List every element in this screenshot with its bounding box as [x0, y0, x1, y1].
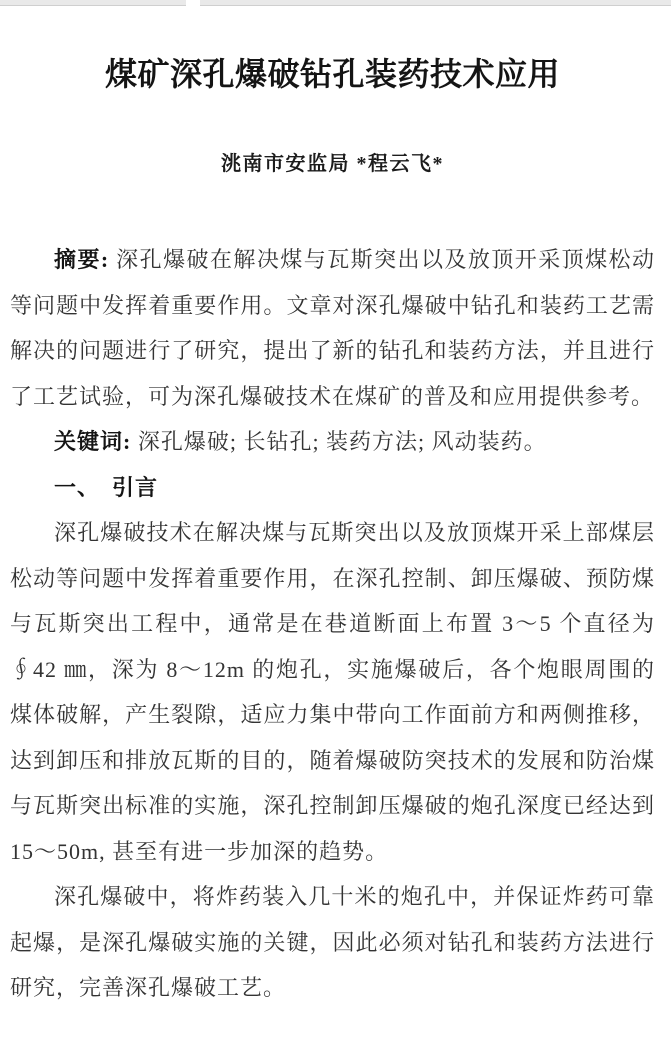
paper-content	[10, 237, 655, 1011]
window-top-edge	[0, 0, 671, 6]
keywords-label: 关键词:	[54, 429, 138, 454]
body-paragraph: 深孔爆破技术在解决煤与瓦斯突出以及放顶煤开采上部煤层松动等问题中发挥着重要作用，在深孔控制、卸压爆破、预防煤与瓦斯突出工程中，通常是在巷道断面上布置 3～5 个直径为∮42 ㎜，深为 8～12m 的炮孔，实施爆破后，各个炮眼周围的煤体破解，产生裂隙，适应力集中带向工作面前方和两侧推移，达到卸压和排放瓦斯的目的，随着爆破防突技术的发展和防治煤与瓦斯突出标准的实施，深孔控制卸压爆破的炮孔深度已经达到 15～50m, 甚至有进一步加深的趋势。	[10, 520, 655, 864]
keywords-paragraph	[10, 419, 655, 465]
body-paragraph: 深孔爆破中，将炸药装入几十米的炮孔中，并保证炸药可靠起爆，是深孔爆破实施的关键，因此必须对钻孔和装药方法进行研究，完善深孔爆破工艺。	[10, 884, 655, 1000]
abstract-paragraph	[10, 237, 655, 419]
keywords-text: 深孔爆破; 长钻孔; 装药方法; 风动装药。	[137, 429, 547, 454]
author-line: 洮南市安监局 *程云飞*	[221, 153, 444, 175]
abstract-text: 深孔爆破在解决煤与瓦斯突出以及放顶开采顶煤松动等问题中发挥着重要作用。文章对深孔爆破中钻孔和装药工艺需解决的问题进行了研究，提出了新的钻孔和装药方法，并且进行了工艺试验，可为深孔爆破技术在煤矿的普及和应用提供参考。	[10, 247, 655, 409]
document-body	[0, 52, 671, 1011]
top-edge-notch	[186, 0, 200, 6]
abstract-label: 摘要:	[54, 247, 117, 272]
section-heading-introduction: 一、 引言	[54, 474, 159, 500]
paper-title: 煤矿深孔爆破钻孔装药技术应用	[104, 56, 560, 92]
